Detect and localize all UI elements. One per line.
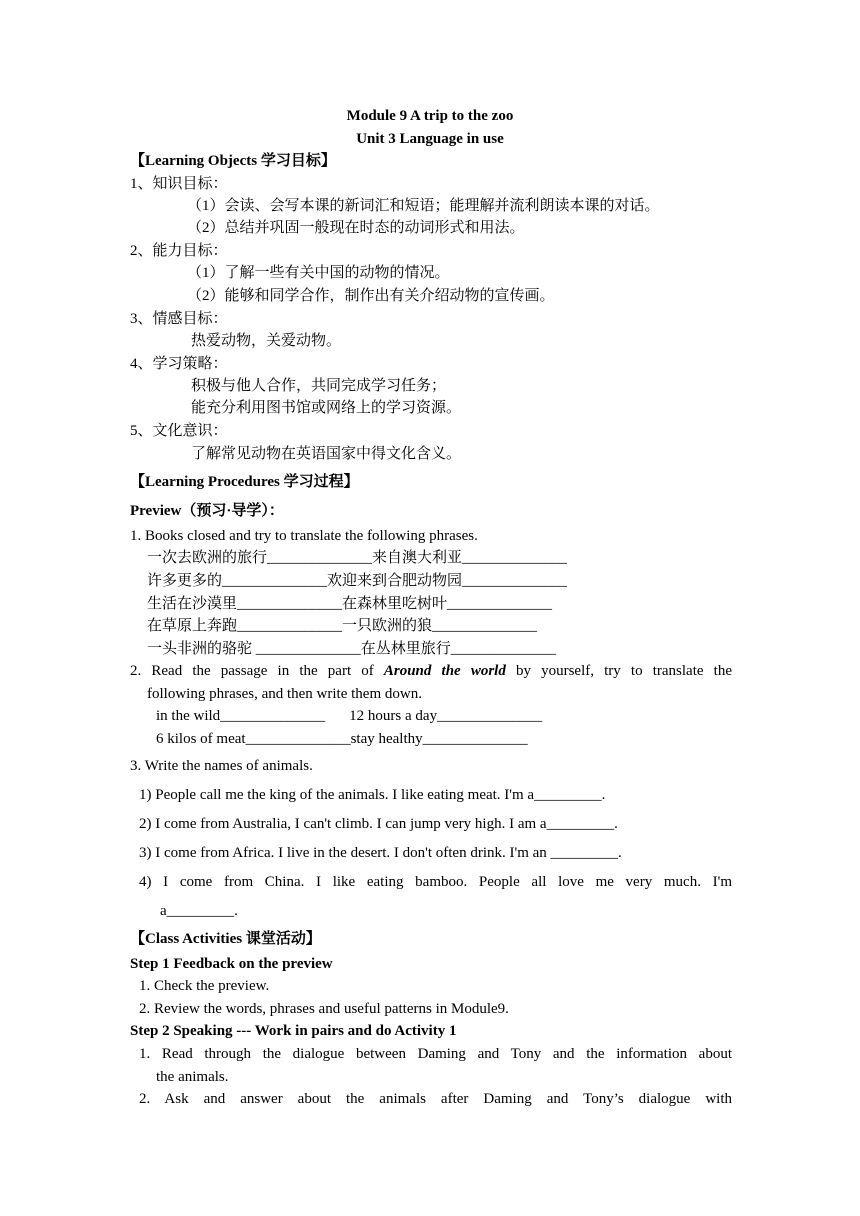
phrase-row — [147, 640, 556, 658]
phrase-row — [156, 730, 528, 748]
phrase-prompt: 在草原上奔跑 — [147, 618, 238, 634]
question-1: 1. Books closed and try to translate the following phrases. — [130, 528, 478, 544]
answer-blank: ______________ — [462, 550, 568, 566]
culture-heading: 5、文化意识： — [130, 423, 228, 439]
step-2-item-1: 1. Read through the dialogue between Daming and Tony and the information about — [139, 1046, 732, 1062]
answer-blank: ______________ — [447, 596, 553, 612]
module-title: Module 9 A trip to the zoo — [346, 108, 514, 124]
phrase-prompt: 一次去欧洲的旅行 — [147, 550, 268, 566]
animal-riddle-4: 4) I come from China. I like eating bamboo. People all love me very much. I'm — [139, 874, 732, 890]
strategy-item-1: 积极与他人合作，共同完成学习任务； — [191, 378, 447, 394]
animal-riddle-3: 3) I come from Africa. I live in the desert. I don't often drink. I'm an _________. — [139, 845, 622, 861]
ability-heading: 2、能力目标： — [130, 243, 228, 259]
phrase-prompt: 在丛林里旅行 — [360, 641, 451, 657]
answer-blank: ______________ — [422, 731, 528, 747]
phrase-prompt: stay healthy — [350, 731, 423, 747]
animal-riddle-4-continued: a_________. — [160, 903, 238, 919]
phrase-prompt: in the wild — [156, 708, 221, 724]
question-2-text: by yourself, try to translate the — [505, 663, 732, 679]
ability-item-1: （1）了解一些有关中国的动物的情况。 — [187, 265, 450, 281]
emotion-heading: 3、情感目标： — [130, 311, 228, 327]
phrase-prompt: 12 hours a day — [349, 708, 438, 724]
phrase-row — [147, 549, 567, 567]
question-2-text: 2. Read the passage in the part of — [130, 663, 384, 679]
knowledge-item-1: （1）会读、会写本课的新词汇和短语；能理解并流利朗读本课的对话。 — [187, 198, 660, 214]
question-3: 3. Write the names of animals. — [130, 758, 313, 774]
emotion-item-1: 热爱动物，关爱动物。 — [191, 333, 342, 349]
section-name: Around the world — [383, 663, 506, 679]
answer-blank: ______________ — [437, 708, 543, 724]
culture-item-1: 了解常见动物在英语国家中得文化含义。 — [191, 446, 462, 462]
unit-title: Unit 3 Language in use — [356, 131, 504, 147]
step-2-heading: Step 2 Speaking --- Work in pairs and do Activity 1 — [130, 1023, 457, 1039]
answer-blank: ______________ — [222, 573, 328, 589]
phrase-prompt: 许多更多的 — [147, 573, 223, 589]
knowledge-item-2: （2）总结并巩固一般现在时态的动词形式和用法。 — [187, 220, 525, 236]
question-2-continued: following phrases, and then write them down. — [147, 686, 422, 702]
answer-blank: ______________ — [450, 641, 556, 657]
animal-riddle-2: 2) I come from Australia, I can't climb. I can jump very high. I am a_________. — [139, 816, 618, 832]
objectives-heading: 【Learning Objects 学习目标】 — [130, 153, 336, 169]
activities-heading: 【Class Activities 课堂活动】 — [130, 931, 321, 947]
phrase-row — [156, 707, 542, 725]
phrase-prompt: 6 kilos of meat — [156, 731, 246, 747]
phrase-prompt: 一只欧洲的狼 — [342, 618, 433, 634]
phrase-prompt: 欢迎来到合肥动物园 — [327, 573, 463, 589]
animal-riddle-1: 1) People call me the king of the animals. I like eating meat. I'm a_________. — [139, 787, 606, 803]
preview-heading: Preview（预习·导学）： — [130, 503, 284, 519]
answer-blank: ______________ — [245, 731, 351, 747]
answer-blank: ______________ — [432, 618, 538, 634]
answer-blank: ______________ — [462, 573, 568, 589]
answer-blank: ______________ — [255, 641, 361, 657]
answer-blank: ______________ — [220, 708, 326, 724]
phrase-prompt: 生活在沙漠里 — [147, 596, 238, 612]
step-2-item-1-continued: the animals. — [156, 1069, 229, 1085]
strategy-item-2: 能充分利用图书馆或网络上的学习资源。 — [191, 400, 462, 416]
step-1-heading: Step 1 Feedback on the preview — [130, 956, 333, 972]
step-2-item-2: 2. Ask and answer about the animals after Daming and Tony’s dialogue with — [139, 1091, 732, 1107]
procedures-heading: 【Learning Procedures 学习过程】 — [130, 474, 359, 490]
step-1-item-2: 2. Review the words, phrases and useful patterns in Module9. — [139, 1001, 509, 1017]
answer-blank: ______________ — [237, 618, 343, 634]
answer-blank: ______________ — [237, 596, 343, 612]
phrase-prompt: 在森林里吃树叶 — [342, 596, 448, 612]
knowledge-heading: 1、知识目标： — [130, 176, 228, 192]
phrase-row — [147, 572, 567, 590]
answer-blank: ______________ — [267, 550, 373, 566]
question-2 — [130, 662, 732, 680]
ability-item-2: （2）能够和同学合作，制作出有关介绍动物的宣传画。 — [187, 288, 555, 304]
step-1-item-1: 1. Check the preview. — [139, 978, 270, 994]
phrase-prompt: 来自澳大利亚 — [372, 550, 463, 566]
phrase-row — [147, 595, 552, 613]
phrase-prompt: 一头非洲的骆驼 — [147, 641, 256, 657]
strategy-heading: 4、学习策略： — [130, 356, 228, 372]
phrase-row — [147, 617, 537, 635]
